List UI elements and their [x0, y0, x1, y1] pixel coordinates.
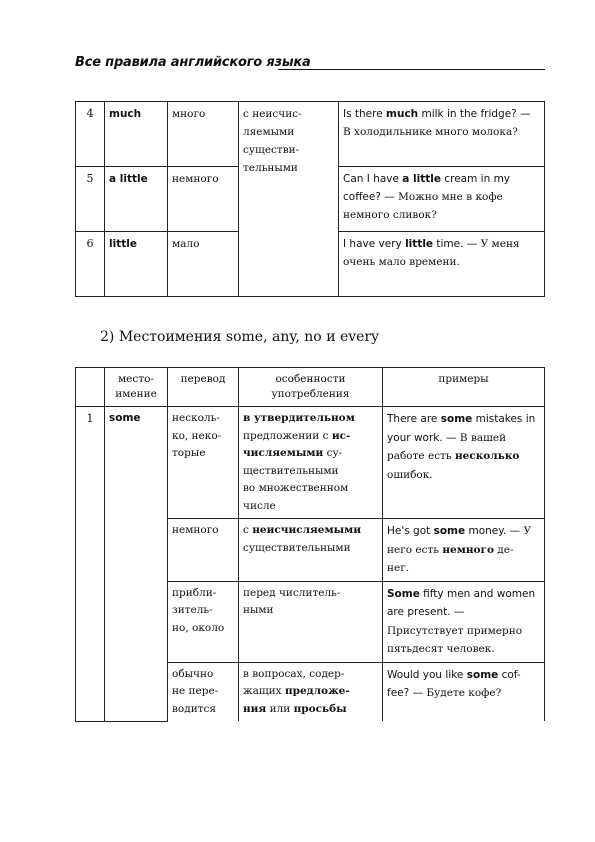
example-ru: Можно мне в кофе немного сливок?	[343, 191, 503, 221]
example-ru-bold: немного	[442, 543, 494, 556]
example-en-bold: some	[433, 525, 466, 537]
table-row	[76, 102, 545, 167]
quantifiers-table	[75, 101, 545, 297]
example-en: money. —	[465, 525, 521, 537]
example-en-bold: a little	[402, 173, 441, 185]
example-cell	[339, 102, 545, 167]
some-any-no-every-table	[75, 367, 545, 722]
example-ru: Будете кофе?	[423, 687, 502, 699]
header-number	[76, 368, 105, 407]
header-rule	[278, 69, 545, 70]
usage-bold: ис- числяемыми	[243, 429, 351, 459]
example-en: I have very	[343, 238, 406, 250]
running-header	[75, 55, 545, 75]
example-ru: В вашей работе есть	[387, 431, 507, 462]
example-cell	[339, 167, 545, 232]
example-en: time. —	[433, 238, 478, 250]
usage-text: в вопросах, содер- жащих	[243, 667, 345, 697]
translation-cell: несколь- ко, неко- торые	[168, 407, 239, 519]
translation-cell: много	[168, 102, 239, 167]
example-en-bold: some	[466, 668, 499, 681]
usage-text: с	[243, 524, 253, 536]
table-row	[76, 407, 545, 519]
usage-text: перед числитель- ными	[243, 586, 341, 616]
usage-cell	[239, 407, 383, 519]
pronoun-cell: much	[105, 102, 168, 167]
row-number: 6	[76, 232, 105, 297]
example-en: There are	[387, 413, 441, 425]
usage-text: или	[266, 702, 294, 715]
example-cell	[383, 662, 545, 721]
pronoun-cell: little	[105, 232, 168, 297]
example-cell	[383, 519, 545, 582]
example-ru: У него есть	[387, 525, 532, 556]
pronoun-cell: a little	[105, 167, 168, 232]
row-number: 5	[76, 167, 105, 232]
usage-cell	[239, 581, 383, 662]
translation-cell: немного	[168, 519, 239, 582]
example-en-bold: little	[405, 238, 434, 250]
example-en: cream in my coffee? —	[343, 173, 511, 203]
example-ru: Присутствует примерно пятьдесят человек.	[387, 624, 523, 655]
section-heading: 2) Местоимения some, any, no и every	[100, 329, 380, 345]
example-en: Would you like	[387, 668, 467, 681]
translation-cell: немного	[168, 167, 239, 232]
table-header-row	[76, 368, 545, 407]
usage-text: су- ществительными во множественном числе	[243, 447, 349, 512]
example-en: milk in the fridge? —	[418, 108, 531, 120]
usage-text: существительными	[243, 541, 351, 554]
header-examples: примеры	[383, 368, 545, 407]
example-ru: У меня очень мало времени.	[343, 238, 520, 268]
row-number: 1	[76, 407, 105, 722]
example-ru: де- нег.	[387, 543, 514, 574]
example-en-bold: some	[440, 413, 473, 425]
example-en: cof- fee? —	[387, 668, 521, 699]
translation-cell: обычно не пере- водится	[168, 662, 239, 721]
example-en-bold: Some	[387, 587, 420, 600]
example-ru-bold: несколько	[454, 450, 520, 462]
translation-cell: прибли- зитель- но, около	[168, 581, 239, 662]
example-cell	[383, 407, 545, 519]
example-cell	[383, 581, 545, 662]
usage-cell	[239, 662, 383, 721]
example-en: He's got	[387, 525, 434, 537]
usage-cell	[239, 519, 383, 582]
row-number: 4	[76, 102, 105, 167]
usage-bold: неисчисляемыми	[252, 524, 362, 536]
usage-cell: с неисчис- ляемыми существи- тельными	[239, 102, 339, 297]
example-en: Is there	[343, 108, 387, 120]
pronoun-cell: some	[105, 407, 168, 722]
usage-bold: предложе- ния	[243, 685, 350, 715]
running-header-title: Все правила английского языка	[75, 55, 311, 70]
header-translation: перевод	[168, 368, 239, 407]
example-en: mistakes in your work. —	[387, 413, 536, 444]
usage-bold: в утвердительном	[243, 412, 355, 424]
page-bottom-margin	[0, 735, 595, 842]
example-en: Can I have	[343, 173, 403, 185]
example-cell	[339, 232, 545, 297]
usage-text: предложении с	[243, 429, 332, 442]
example-en-bold: much	[386, 108, 419, 120]
example-ru: ошибок.	[387, 468, 433, 481]
usage-bold: просьбы	[293, 702, 347, 715]
header-pronoun: место- имение	[105, 368, 168, 407]
example-en: fifty men and women are present. —	[387, 587, 536, 618]
example-ru: В холодильнике много молока?	[343, 126, 518, 138]
header-usage: особенности употребления	[239, 368, 383, 407]
translation-cell: мало	[168, 232, 239, 297]
